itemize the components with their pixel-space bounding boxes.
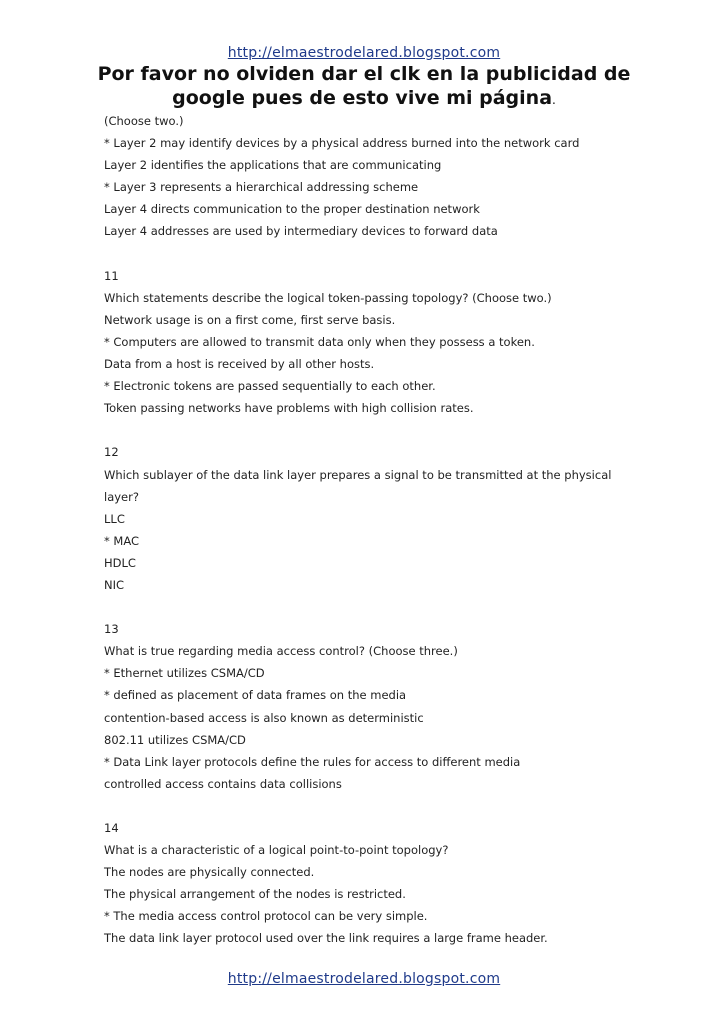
answer-option: * Ethernet utilizes CSMA/CD [104, 666, 265, 681]
answer-option: The physical arrangement of the nodes is restricted. [104, 887, 406, 902]
question-number: 11 [104, 268, 119, 283]
question-14 [104, 817, 632, 950]
intro-line: * Layer 2 may identify devices by a physical address burned into the network card [104, 136, 580, 151]
answer-option: The nodes are physically connected. [104, 865, 315, 880]
answer-option: Token passing networks have problems with high collision rates. [104, 401, 474, 416]
question-number: 13 [104, 622, 119, 637]
answer-option: contention-based access is also known as deterministic [104, 710, 424, 725]
answer-option: Network usage is on a first come, first serve basis. [104, 312, 396, 327]
intro-line: Layer 4 addresses are used by intermediary devices to forward data [104, 224, 498, 239]
question-13 [104, 618, 632, 795]
question-text: Which sublayer of the data link layer prepares a signal to be transmitted at the physical [104, 467, 612, 482]
footer [0, 968, 728, 987]
question-text: What is true regarding media access control? (Choose three.) [104, 644, 458, 659]
intro-line: (Choose two.) [104, 114, 184, 128]
notice-banner [90, 62, 638, 112]
question-number: 12 [104, 445, 119, 460]
question-12 [104, 441, 632, 596]
question-text: Which statements describe the logical token-passing topology? (Choose two.) [104, 290, 552, 305]
section-spacer [104, 243, 632, 265]
answer-option: * The media access control protocol can be very simple. [104, 909, 428, 924]
intro-line: Layer 2 identifies the applications that are communicating [104, 158, 442, 173]
notice-period: . [552, 93, 556, 107]
header [0, 42, 728, 61]
answer-option: NIC [104, 577, 125, 592]
answer-option: 802.11 utilizes CSMA/CD [104, 732, 246, 747]
answer-option: Data from a host is received by all other hosts. [104, 357, 375, 372]
intro-line: * Layer 3 represents a hierarchical addressing scheme [104, 180, 419, 195]
answer-option: * MAC [104, 533, 140, 548]
answer-option: * Electronic tokens are passed sequentially to each other. [104, 379, 436, 394]
section-spacer [104, 419, 632, 441]
answer-option: LLC [104, 511, 125, 526]
question-11 [104, 265, 632, 420]
answer-option: * defined as placement of data frames on the media [104, 688, 407, 703]
intro-section [104, 110, 632, 243]
document-body [104, 110, 632, 950]
notice-line-1: Por favor no olviden dar el clk en la publicidad de [97, 63, 631, 85]
question-number: 14 [104, 821, 119, 835]
answer-option: * Computers are allowed to transmit data only when they possess a token. [104, 334, 535, 349]
footer-blog-link[interactable]: http://elmaestrodelared.blogspot.com [227, 971, 501, 987]
answer-option: * Data Link layer protocols define the rules for access to different media [104, 754, 521, 769]
section-spacer [104, 596, 632, 618]
question-text: What is a characteristic of a logical point-to-point topology? [104, 843, 449, 858]
notice-line-2-text: google pues de esto vive mi página [172, 87, 553, 109]
header-blog-link[interactable]: http://elmaestrodelared.blogspot.com [227, 45, 501, 61]
notice-line-2 [90, 86, 638, 112]
question-text-continued: layer? [104, 489, 139, 504]
intro-line: Layer 4 directs communication to the proper destination network [104, 202, 480, 217]
answer-option: HDLC [104, 555, 136, 570]
section-spacer [104, 795, 632, 817]
answer-option: The data link layer protocol used over the link requires a large frame header. [104, 931, 548, 946]
answer-option: controlled access contains data collisions [104, 776, 342, 791]
